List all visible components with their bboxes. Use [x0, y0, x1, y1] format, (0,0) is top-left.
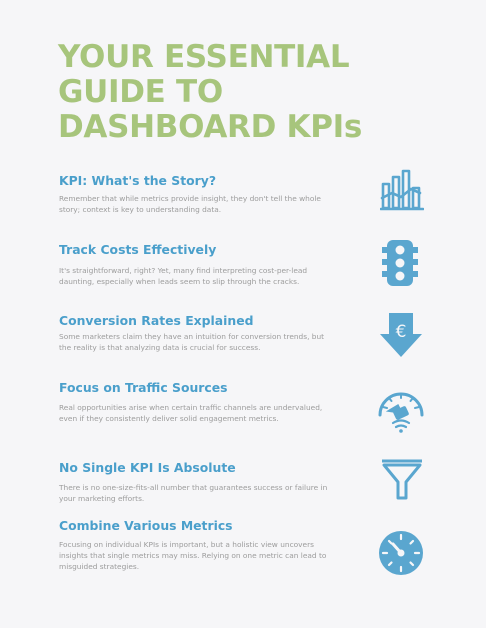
- title-line-1: YOUR ESSENTIAL: [58, 39, 350, 75]
- euro-glyph: €: [395, 322, 407, 342]
- section-heading: Combine Various Metrics: [59, 518, 233, 533]
- bar-chart-icon: [380, 168, 424, 212]
- section-heading: No Single KPI Is Absolute: [59, 460, 236, 475]
- section-heading: Track Costs Effectively: [59, 242, 217, 257]
- section-heading: Conversion Rates Explained: [59, 313, 254, 328]
- section-no-single-kpi: [59, 460, 334, 504]
- section-conversion-rates: [59, 313, 334, 353]
- section-body: There is no one-size-fits-all number that guarantees success or failure in your marketing efforts.: [59, 483, 328, 503]
- section-body: Real opportunities arise when certain traffic channels are undervalued, even if they consistently deliver solid engagement metrics.: [59, 403, 323, 423]
- section-body: Remember that while metrics provide insight, they don't tell the whole story; context is key to understanding data.: [59, 194, 321, 214]
- section-traffic-sources: [59, 380, 334, 424]
- page-title: [58, 40, 362, 145]
- title-line-3: DASHBOARD KPIs: [58, 109, 363, 145]
- speed-gauge-icon: [376, 384, 426, 434]
- section-heading: Focus on Traffic Sources: [59, 380, 228, 395]
- section-body: Some marketers claim they have an intuition for conversion trends, but the reality is that analyzing data is crucial for success.: [59, 332, 325, 352]
- funnel-icon: [380, 458, 424, 502]
- section-combine-metrics: [59, 518, 334, 572]
- section-kpi-story: [59, 173, 334, 215]
- section-body: Focusing on individual KPIs is important, but a holistic view uncovers insights that single metrics may miss. Relying on one metric can lead to misguided strategies.: [59, 540, 327, 571]
- section-heading: KPI: What's the Story?: [59, 173, 217, 188]
- section-body: It's straightforward, right? Yet, many find interpreting cost-per-lead daunting, especially when leads seem to slip through the cracks.: [59, 266, 308, 286]
- title-line-2: GUIDE TO: [58, 74, 223, 110]
- traffic-light-icon: [382, 238, 418, 288]
- dashboard-dial-icon: [378, 530, 424, 576]
- euro-down-arrow-icon: [379, 312, 423, 358]
- section-track-costs: [59, 242, 334, 287]
